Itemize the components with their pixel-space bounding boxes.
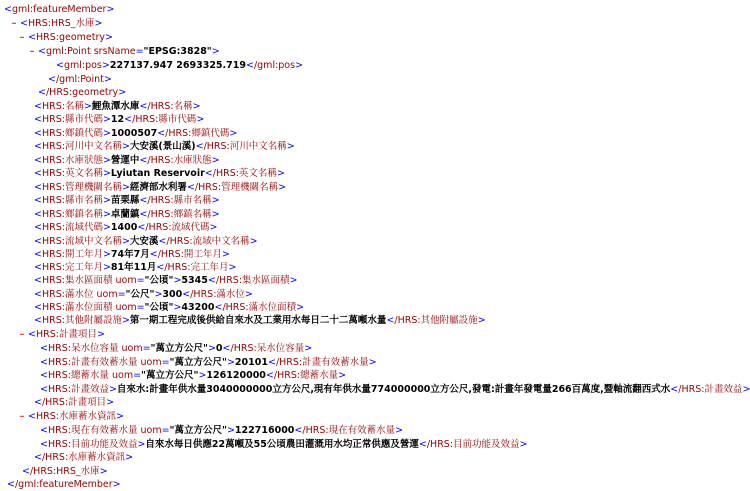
xml-line-text: <HRS:geometry> bbox=[28, 32, 113, 43]
xml-line-text: <HRS:鄉鎮名稱>卓蘭鎮</HRS:鄉鎮名稱> bbox=[34, 209, 220, 220]
xml-line-text: <HRS:滿水位 uom="公尺">300</HRS:滿水位> bbox=[34, 289, 253, 300]
xml-line bbox=[34, 261, 237, 274]
xml-line-text: <HRS:呆水位容量 uom="萬立方公尺">0</HRS:呆水位容量> bbox=[40, 343, 313, 354]
xml-line-text: <HRS:縣市代碼>12</HRS:縣市代碼> bbox=[34, 114, 205, 125]
xml-line bbox=[34, 248, 230, 261]
xml-line bbox=[34, 314, 486, 327]
xml-line-text: <HRS:流域代碼>1400</HRS:流域代碼> bbox=[34, 222, 218, 233]
xml-line bbox=[34, 167, 285, 180]
xml-line-text: <HRS:鄉鎮代碼>1000507</HRS:鄉鎮代碼> bbox=[34, 128, 238, 139]
xml-line-text: <HRS:計畫效益>自來水:計畫年供水量3040000000立方公尺,現有年供水量774000000立方公尺,發電:計畫年發電量266百萬度,暨軸流翻西式水</HRS:計畫效益> bbox=[40, 384, 750, 395]
xml-line-text: </HRS:計畫項目> bbox=[34, 397, 115, 408]
xml-line bbox=[34, 194, 220, 207]
xml-line-text: </gml:featureMember> bbox=[7, 479, 121, 490]
xml-line bbox=[34, 113, 204, 126]
xml-line bbox=[34, 127, 237, 140]
xml-line bbox=[34, 221, 218, 234]
collapse-toggle[interactable]: – bbox=[19, 411, 25, 422]
xml-line bbox=[22, 465, 108, 478]
xml-line-text: <HRS:其他附屬設施>第一期工程完成後供給自來水及工業用水每日二十二萬噸水量</HRS:其他附屬設施> bbox=[34, 315, 486, 326]
xml-line bbox=[34, 451, 133, 464]
xml-line bbox=[38, 86, 126, 99]
xml-line bbox=[40, 424, 403, 437]
xml-line bbox=[56, 59, 303, 72]
xml-line-text: </HRS:HRS_水庫> bbox=[22, 466, 108, 477]
xml-line-text: <HRS:名稱>鯉魚潭水庫</HRS:名稱> bbox=[34, 101, 201, 112]
xml-line bbox=[48, 73, 112, 86]
xml-line bbox=[40, 356, 377, 369]
xml-line-text: <HRS:河川中文名稱>大安溪(景山溪)</HRS:河川中文名稱> bbox=[34, 141, 295, 152]
xml-line-text: <HRS:現在有效蓄水量 uom="萬立方公尺">122716000</HRS:現在有效蓄水量> bbox=[40, 425, 404, 436]
xml-line bbox=[34, 154, 220, 167]
xml-line bbox=[34, 100, 201, 113]
xml-line-text: <gml:pos>227137.947 2693325.719</gml:pos> bbox=[56, 60, 304, 71]
xml-line-text: <HRS:滿水位面積 uom="公頃">43200</HRS:滿水位面積> bbox=[34, 302, 305, 313]
xml-line bbox=[34, 140, 295, 153]
xml-line-text: <HRS:流域中文名稱>大安溪</HRS:流域中文名稱> bbox=[34, 236, 258, 247]
xml-line-text: <gml:featureMember> bbox=[4, 4, 115, 15]
xml-line bbox=[34, 274, 298, 287]
xml-line-text: <HRS:管理機關名稱>經濟部水利署</HRS:管理機關名稱> bbox=[34, 182, 287, 193]
xml-line bbox=[34, 208, 220, 221]
xml-line-text: <HRS:英文名稱>Lyiutan Reservoir</HRS:英文名稱> bbox=[34, 168, 285, 179]
collapse-toggle[interactable]: – bbox=[29, 46, 35, 57]
xml-line bbox=[0, 3, 114, 16]
xml-line bbox=[16, 328, 105, 341]
xml-line bbox=[26, 45, 220, 58]
xml-line-text: <HRS:目前功能及效益>自來水每日供應22萬噸及55公頃農田灌溉用水均正常供應及營運</HRS:目前功能及效益> bbox=[40, 439, 528, 450]
xml-line-text: <HRS:HRS_水庫> bbox=[20, 18, 103, 29]
xml-line-text: <HRS:計畫有效蓄水量 uom="萬立方公尺">20101</HRS:計畫有效蓄水量> bbox=[40, 357, 377, 368]
xml-line bbox=[34, 288, 253, 301]
xml-line bbox=[34, 396, 114, 409]
xml-line bbox=[34, 301, 304, 314]
xml-line-text: </HRS:水庫蓄水資訊> bbox=[34, 452, 134, 463]
xml-line bbox=[34, 181, 286, 194]
xml-line bbox=[40, 438, 528, 451]
xml-line-text: <gml:Point srsName="EPSG:3828"> bbox=[38, 46, 220, 57]
xml-line-text: <HRS:集水區面積 uom="公頃">5345</HRS:集水區面積> bbox=[34, 275, 298, 286]
xml-line bbox=[7, 478, 121, 491]
xml-line-text: <HRS:計畫項目> bbox=[28, 329, 105, 340]
collapse-toggle[interactable]: – bbox=[11, 18, 17, 29]
xml-line bbox=[34, 235, 258, 248]
xml-line-text: <HRS:縣市名稱>苗栗縣</HRS:縣市名稱> bbox=[34, 195, 220, 206]
xml-line bbox=[40, 369, 346, 382]
xml-line bbox=[8, 17, 102, 30]
collapse-toggle[interactable]: – bbox=[19, 32, 25, 43]
xml-line-text: <HRS:水庫蓄水資訊> bbox=[28, 411, 124, 422]
xml-line bbox=[16, 410, 124, 423]
xml-line-text: </HRS:geometry> bbox=[38, 87, 127, 98]
xml-line bbox=[40, 342, 312, 355]
xml-line-text: </gml:Point> bbox=[48, 74, 112, 85]
xml-line bbox=[16, 31, 113, 44]
xml-line-text: <HRS:總蓄水量 uom="萬立方公尺">126120000</HRS:總蓄水量> bbox=[40, 370, 347, 381]
xml-line-text: <HRS:水庫狀態>營運中</HRS:水庫狀態> bbox=[34, 155, 220, 166]
collapse-toggle[interactable]: – bbox=[19, 329, 25, 340]
xml-line bbox=[40, 383, 750, 396]
xml-line-text: <HRS:開工年月>74年7月</HRS:開工年月> bbox=[34, 249, 230, 260]
xml-line-text: <HRS:完工年月>81年11月</HRS:完工年月> bbox=[34, 262, 237, 273]
